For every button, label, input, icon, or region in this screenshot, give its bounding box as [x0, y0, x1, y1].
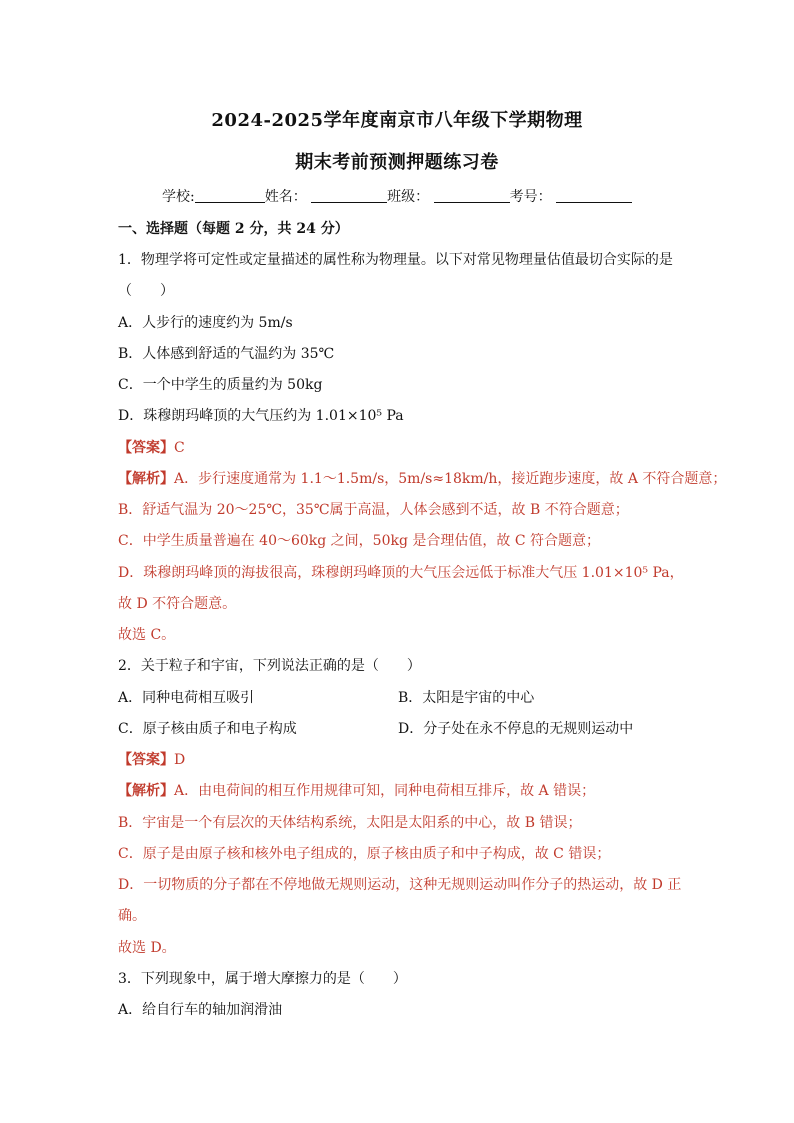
q2-conclusion: 故选 D。 — [118, 940, 176, 956]
q2-option-a: A．同种电荷相互吸引 — [118, 690, 255, 706]
q2-analysis-b: B．宇宙是一个有层次的天体结构系统，太阳是太阳系的中心，故 B 错误； — [118, 815, 582, 831]
q1-analysis-c: C．中学生质量普遍在 40～60kg 之间，50kg 是合理估值，故 C 符合题意； — [118, 533, 601, 549]
q1-analysis-tag: 【解析】 — [118, 471, 174, 487]
q1-answer-value: C — [174, 440, 185, 456]
q2-stem: 2．关于粒子和宇宙，下列说法正确的是（ ） — [118, 658, 421, 674]
q2-analysis-c: C．原子是由原子核和核外电子组成的，原子核由质子和中子构成，故 C 错误； — [118, 846, 611, 862]
q2-analysis-d2: 确。 — [118, 908, 146, 924]
q1-conclusion: 故选 C。 — [118, 627, 176, 643]
q1-option-c: C．一个中学生的质量约为 50kg — [118, 377, 323, 393]
q1-analysis-a: A．步行速度通常为 1.1～1.5m/s，5m/s≈18km/h，接近跑步速度，故 A 不符合题意； — [174, 471, 727, 487]
q2-analysis-d: D．一切物质的分子都在不停地做无规则运动，这种无规则运动叫作分子的热运动，故 D 正 — [118, 877, 682, 893]
q3-option-a: A．给自行车的轴加润滑油 — [118, 1002, 283, 1018]
section-heading: 一、选择题（每题 2 分，共 24 分） — [118, 221, 349, 237]
id-blank[interactable] — [556, 188, 632, 203]
q1-option-d: D．珠穆朗玛峰顶的大气压约为 1.01×10⁵ Pa — [118, 408, 404, 424]
q2-answer-value: D — [174, 752, 186, 768]
name-label: 姓名： — [264, 189, 307, 205]
school-blank[interactable] — [195, 188, 265, 203]
q2-analysis-1 — [118, 780, 595, 800]
school-label: 学校: — [162, 189, 195, 205]
q2-answer-tag: 【答案】 — [118, 752, 174, 768]
q1-option-b: B．人体感到舒适的气温约为 35℃ — [118, 346, 335, 362]
q2-option-b: B．太阳是宇宙的中心 — [398, 690, 535, 706]
q1-analysis-d: D．珠穆朗玛峰顶的海拔很高，珠穆朗玛峰顶的大气压会远低于标准大气压 1.01×10⁵ Pa， — [118, 565, 684, 581]
q2-analysis-a: A．由电荷间的相互作用规律可知，同种电荷相互排斥，故 A 错误； — [174, 783, 596, 799]
q1-stem: 1．物理学将可定性或定量描述的属性称为物理量。以下对常见物理量估值最切合实际的是 — [118, 252, 673, 268]
exam-title-line1: 2024-2025学年度南京市八年级下学期物理 — [211, 110, 583, 131]
q1-paren: （ ） — [118, 283, 174, 299]
q1-analysis-1 — [118, 468, 726, 488]
id-label: 考号： — [509, 189, 552, 205]
exam-title-line2: 期末考前预测押题练习卷 — [295, 152, 499, 173]
q2-option-d: D．分子处在永不停息的无规则运动中 — [398, 721, 634, 737]
q1-option-a: A．人步行的速度约为 5m/s — [118, 315, 293, 331]
class-blank[interactable] — [434, 188, 510, 203]
q2-option-c: C．原子核由质子和电子构成 — [118, 721, 297, 737]
q1-answer-tag: 【答案】 — [118, 440, 174, 456]
q2-answer — [118, 749, 185, 769]
q1-analysis-d2: 故 D 不符合题意。 — [118, 596, 237, 612]
class-label: 班级： — [387, 189, 430, 205]
student-info-row — [162, 186, 632, 206]
name-blank[interactable] — [311, 188, 387, 203]
q1-answer — [118, 437, 185, 457]
q1-analysis-b: B．舒适气温为 20～25℃，35℃属于高温，人体会感到不适，故 B 不符合题意； — [118, 502, 629, 518]
q3-stem: 3．下列现象中，属于增大摩擦力的是（ ） — [118, 971, 407, 987]
q2-analysis-tag: 【解析】 — [118, 783, 174, 799]
